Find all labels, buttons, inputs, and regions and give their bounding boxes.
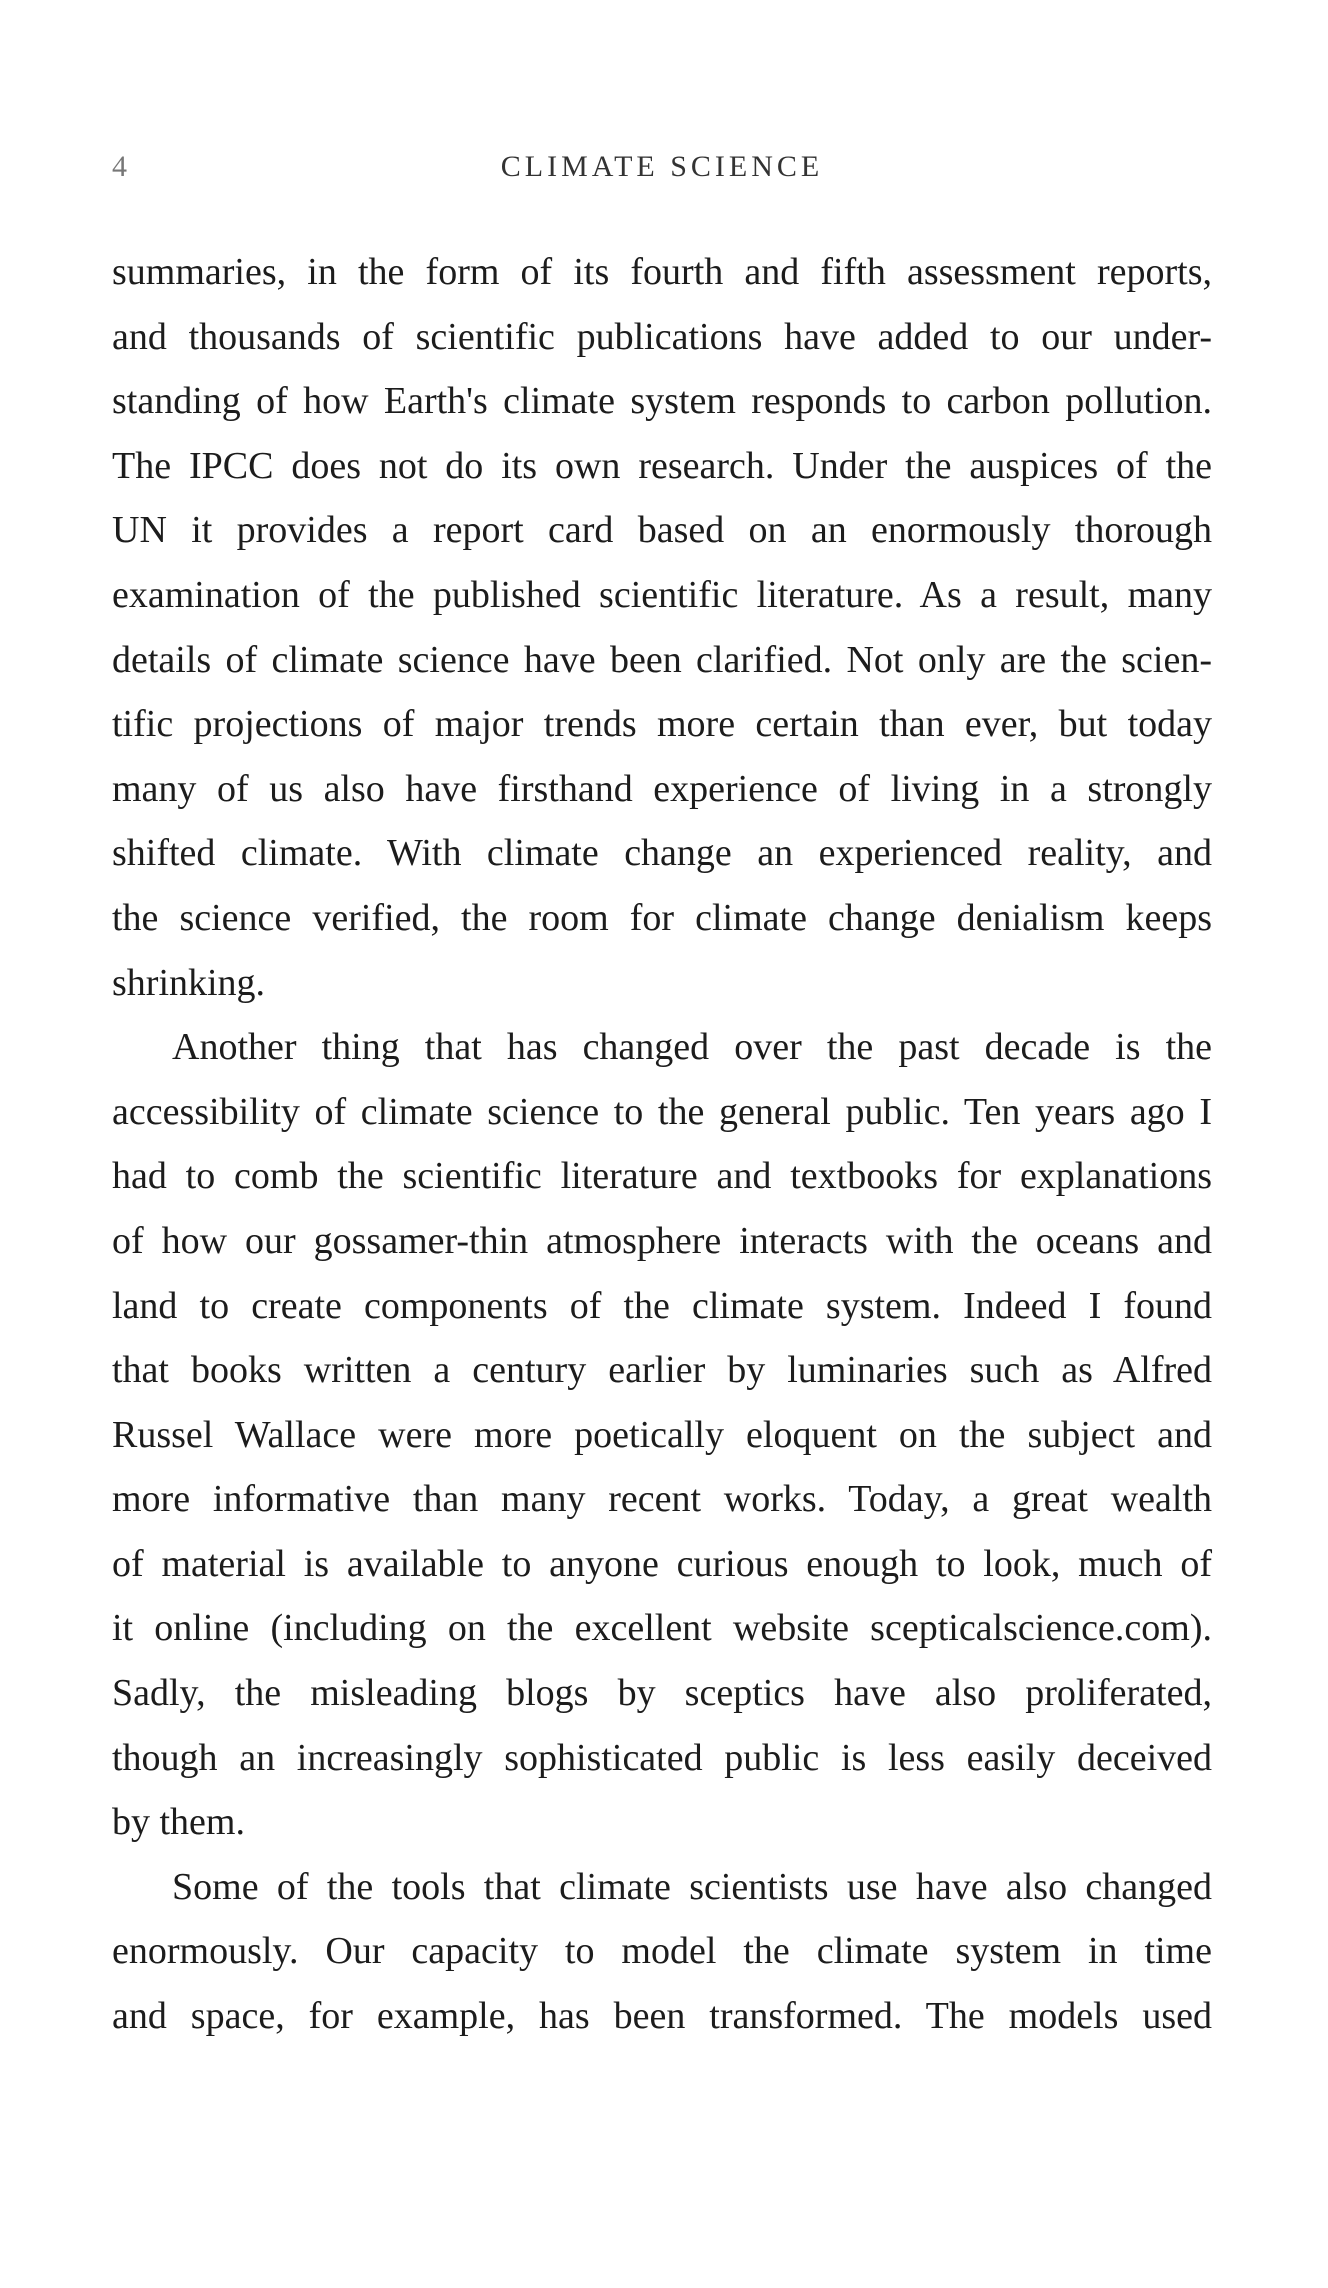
text-line: tific projections of major trends more certain than ever, but today xyxy=(112,703,1212,746)
page-number: 4 xyxy=(112,150,128,183)
paragraph-3 xyxy=(112,1855,1212,2049)
running-head xyxy=(112,150,1212,190)
text-line: shifted climate. With climate change an experienced reality, and xyxy=(112,832,1212,875)
text-line: it online (including on the excellent website scepticalscience.com). xyxy=(112,1607,1212,1650)
text-line: though an increasingly sophisticated public is less easily deceived xyxy=(112,1736,1212,1779)
text-line: and thousands of scientific publications have added to our under- xyxy=(112,315,1212,358)
text-line: enormously. Our capacity to model the climate system in time xyxy=(112,1930,1212,1973)
text-line: the science verified, the room for climate change denialism keeps xyxy=(112,896,1212,939)
text-line: shrinking. xyxy=(112,961,266,1004)
text-line: Sadly, the misleading blogs by sceptics have also proliferated, xyxy=(112,1672,1212,1715)
text-line: many of us also have firsthand experience of living in a strongly xyxy=(112,767,1212,810)
text-line: standing of how Earth's climate system responds to carbon pollution. xyxy=(112,380,1212,423)
text-line: summaries, in the form of its fourth and fifth assessment reports, xyxy=(112,251,1212,293)
text-line: of how our gossamer-thin atmosphere interacts with the oceans and xyxy=(112,1219,1212,1262)
text-line: Another thing that has changed over the past decade is the xyxy=(172,1026,1212,1069)
text-line: of material is available to anyone curious enough to look, much of xyxy=(112,1542,1212,1585)
running-title: CLIMATE SCIENCE xyxy=(500,150,824,183)
text-line: The IPCC does not do its own research. Under the auspices of the xyxy=(112,444,1212,487)
paragraph-1 xyxy=(112,240,1212,1015)
text-line: details of climate science have been clarified. Not only are the scien- xyxy=(112,638,1212,681)
text-line: UN it provides a report card based on an enormously thorough xyxy=(112,509,1212,552)
text-line: Some of the tools that climate scientists use have also changed xyxy=(172,1865,1212,1908)
text-line: and space, for example, has been transformed. The models used xyxy=(112,1995,1212,2038)
text-line: examination of the published scientific literature. As a result, many xyxy=(112,573,1212,616)
body-text xyxy=(112,240,1212,2049)
text-line: by them. xyxy=(112,1801,245,1844)
text-line: more informative than many recent works. Today, a great wealth xyxy=(112,1478,1212,1521)
text-line: land to create components of the climate system. Indeed I found xyxy=(112,1284,1212,1327)
paragraph-2 xyxy=(112,1015,1212,1855)
text-line: had to comb the scientific literature and textbooks for explanations xyxy=(112,1155,1212,1198)
text-line: that books written a century earlier by luminaries such as Alfred xyxy=(112,1349,1212,1392)
text-line: Russel Wallace were more poetically eloquent on the subject and xyxy=(112,1413,1212,1456)
text-line: accessibility of climate science to the general public. Ten years ago I xyxy=(112,1090,1212,1133)
